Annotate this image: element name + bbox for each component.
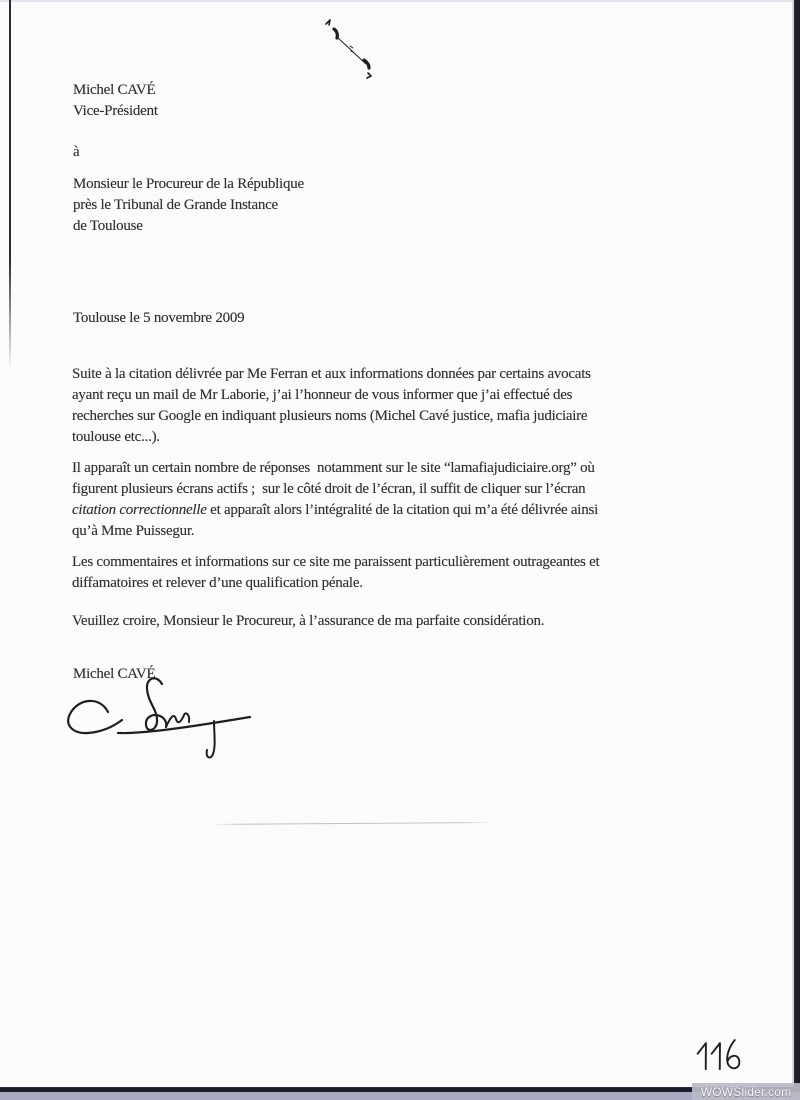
scan-edge-left	[9, 0, 11, 370]
italic-citation-label: citation correctionnelle	[72, 502, 207, 518]
scan-edge-bottom	[0, 1087, 800, 1100]
paragraph-3	[72, 552, 599, 594]
recipient-block	[73, 174, 304, 237]
recipient-particle: à	[73, 144, 80, 160]
pen-scribble-mark	[320, 15, 400, 85]
body-line: recherches sur Google en indiquant plusieurs noms (Michel Cavé justice, mafia judiciaire	[72, 408, 588, 424]
signature-name: Michel CAVÉ	[73, 666, 156, 682]
scan-artifact-line	[210, 822, 492, 825]
body-line	[72, 500, 598, 521]
scan-edge-top	[0, 0, 800, 2]
closing-line: Veuillez croire, Monsieur le Procureur, à l’assurance de ma parfaite considération.	[72, 613, 545, 629]
body-line: figurent plusieurs écrans actifs ; sur le côté droit de l’écran, il suffit de cliquer sur l’écran	[72, 481, 586, 497]
recipient-line: Monsieur le Procureur de la République	[73, 176, 304, 192]
body-line: qu’à Mme Puissegur.	[72, 523, 195, 539]
handwritten-page-number	[693, 1036, 752, 1080]
body-line: diffamatoires et relever d’une qualification pénale.	[72, 575, 363, 591]
sender-title: Vice-Président	[73, 103, 158, 119]
body-line: ayant reçu un mail de Mr Laborie, j’ai l’honneur de vous informer que j’ai effectué des	[72, 387, 573, 403]
body-line: toulouse etc...).	[72, 429, 160, 445]
paragraph-1	[72, 364, 591, 448]
body-line: Suite à la citation délivrée par Me Ferran et aux informations données par certains avocats	[72, 366, 591, 382]
handwritten-signature	[62, 672, 262, 764]
body-line: Il apparaît un certain nombre de réponses notamment sur le site “lamafiajudiciaire.org” où	[72, 460, 595, 476]
date-line: Toulouse le 5 novembre 2009	[73, 310, 245, 326]
scan-edge-right	[792, 0, 800, 1092]
watermark-link[interactable]: WOWSlider.com	[692, 1083, 800, 1100]
recipient-line: de Toulouse	[73, 218, 143, 234]
paragraph-2	[72, 458, 598, 542]
sender-name: Michel CAVÉ	[73, 82, 156, 98]
body-line: Les commentaires et informations sur ce site me paraissent particulièrement outrageantes et	[72, 554, 600, 570]
recipient-line: près le Tribunal de Grande Instance	[73, 197, 278, 213]
body-line-continuation: et apparaît alors l’intégralité de la citation qui m’a été délivrée ainsi	[206, 502, 598, 518]
sender-block	[73, 80, 158, 122]
